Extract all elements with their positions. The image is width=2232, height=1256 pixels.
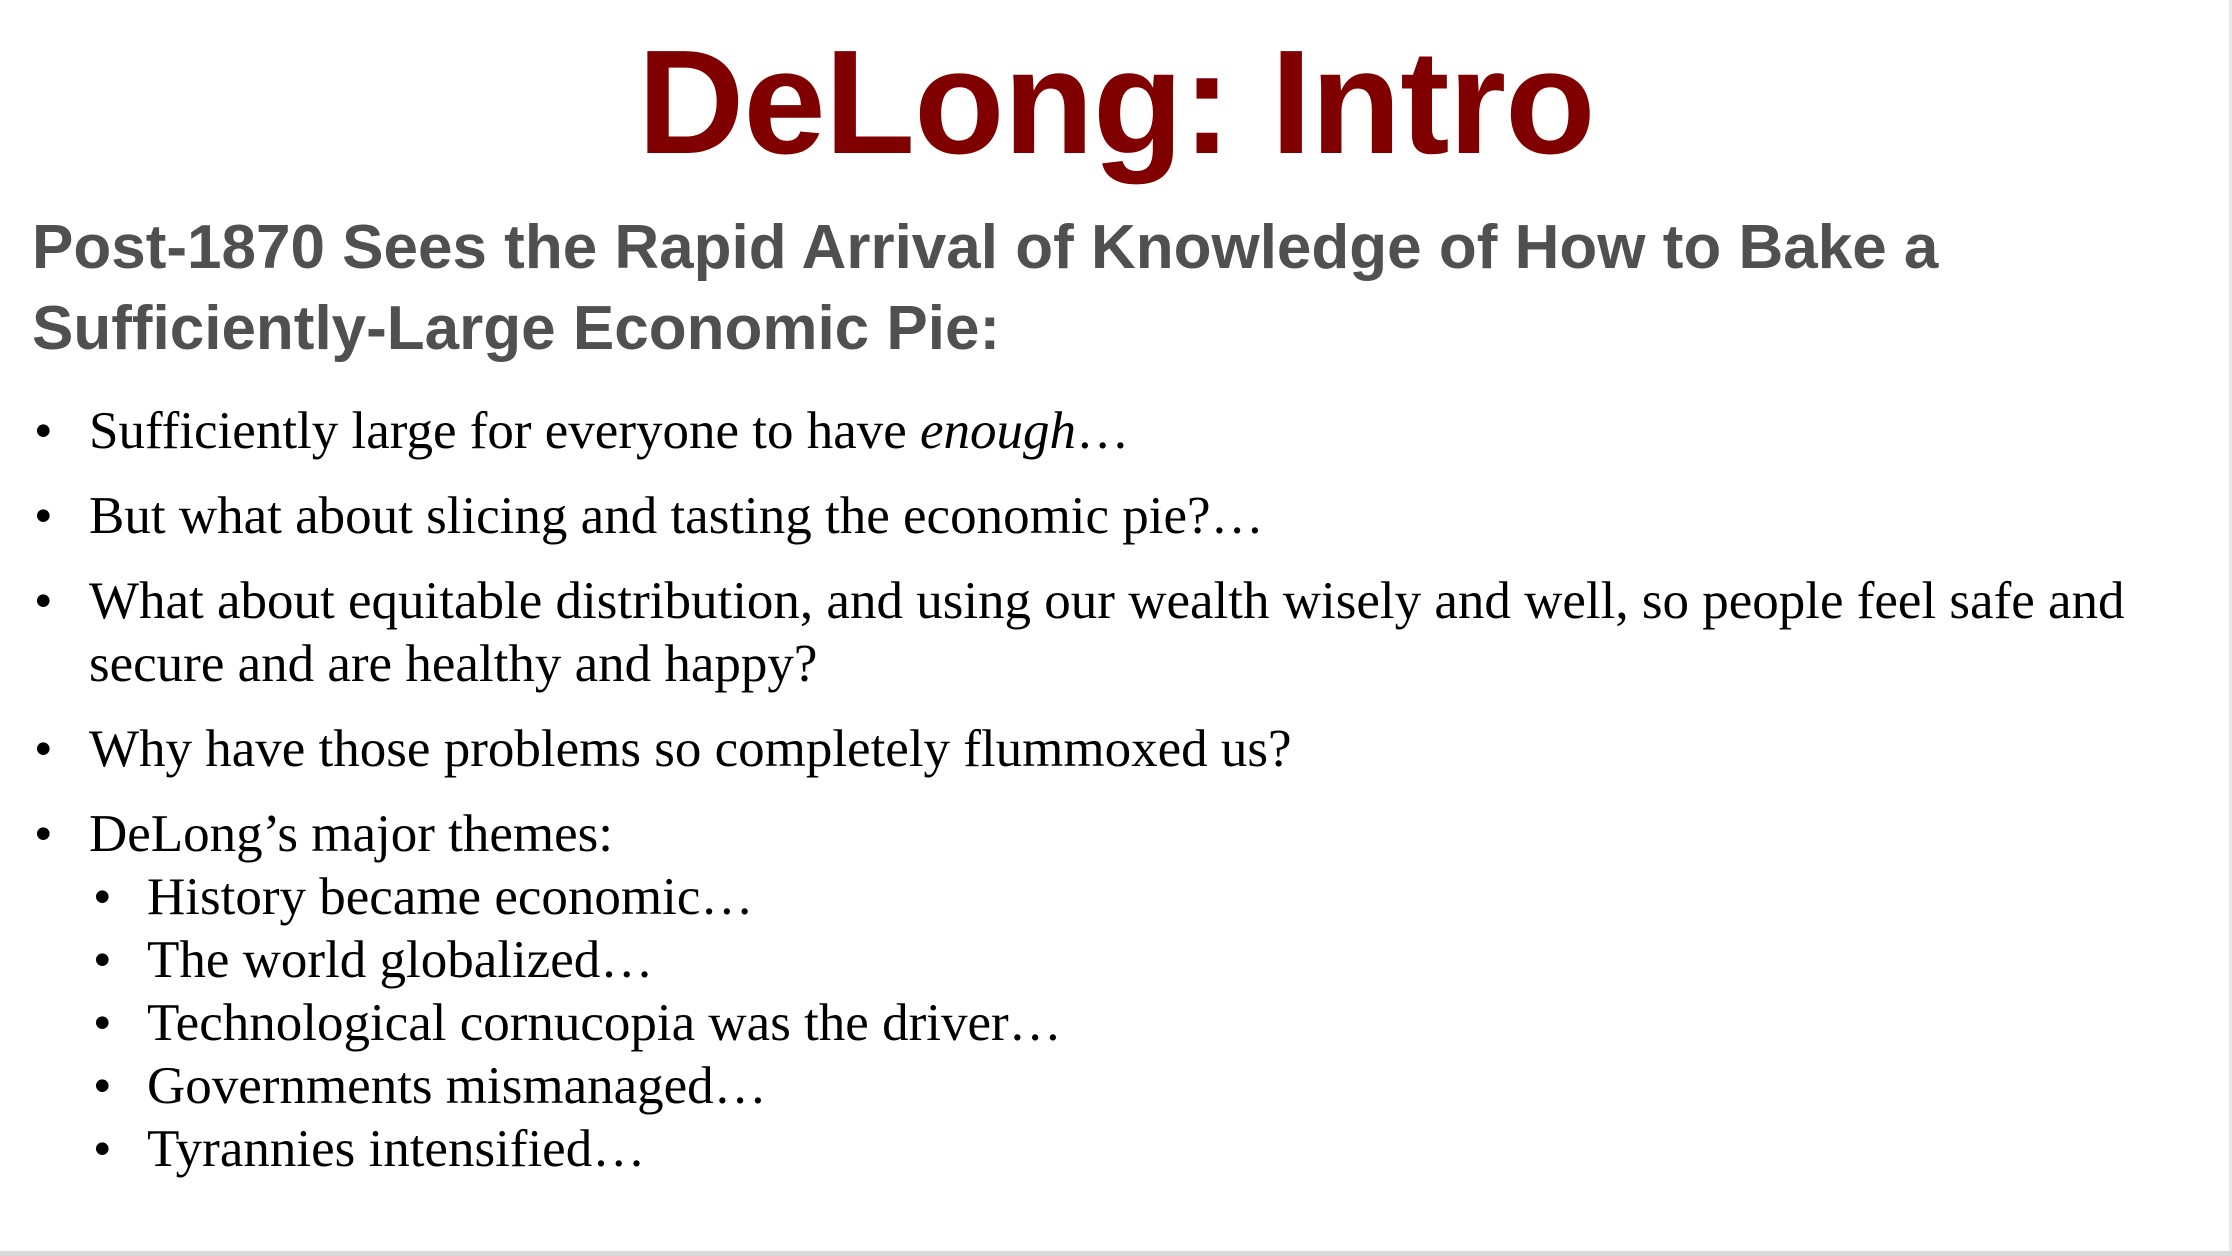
bullet-dot-icon: •	[93, 994, 112, 1052]
sub-bullet-text: History became economic…	[147, 868, 754, 926]
sub-bullet-text: Governments mismanaged…	[147, 1057, 767, 1115]
slide-bottom-border	[0, 1251, 2232, 1256]
bullet-item	[0, 570, 2200, 696]
slide-title: DeLong: Intro	[637, 20, 1595, 185]
sub-bullet-item	[89, 929, 2200, 992]
sub-bullet-item	[89, 866, 2200, 929]
sub-bullet-item	[89, 1055, 2200, 1118]
bullet-dot-icon: •	[93, 1057, 112, 1115]
emphasis-text: enough	[920, 402, 1077, 460]
bullet-item	[0, 485, 2200, 548]
bullet-dot-icon: •	[34, 720, 53, 778]
bullet-dot-icon: •	[34, 572, 53, 630]
bullet-dot-icon: •	[34, 805, 53, 863]
sub-bullet-item	[89, 992, 2200, 1055]
bullet-dot-icon: •	[34, 402, 53, 460]
sub-bullet-text: Tyrannies intensified…	[147, 1120, 646, 1178]
bullet-item	[0, 803, 2200, 1181]
bullet-list	[0, 400, 2200, 1203]
bullet-item	[0, 718, 2200, 781]
bullet-dot-icon: •	[93, 868, 112, 926]
slide-subtitle: Post-1870 Sees the Rapid Arrival of Knowledge of How to Bake a Sufficiently-Large Economic Pie:	[32, 213, 1939, 363]
bullet-text: Sufficiently large for everyone to have enough…	[89, 402, 1130, 460]
bullet-text: Why have those problems so completely flummoxed us?	[89, 720, 1292, 778]
sub-bullet-text: Technological cornucopia was the driver…	[147, 994, 1062, 1052]
bullet-dot-icon: •	[34, 487, 53, 545]
bullet-text: What about equitable distribution, and using our wealth wisely and well, so people feel safe and secure and are healthy and happy?	[89, 572, 2125, 693]
bullet-text: DeLong’s major themes:	[89, 805, 613, 863]
sub-bullet-list	[89, 866, 2200, 1181]
bullet-dot-icon: •	[93, 1120, 112, 1178]
bullet-dot-icon: •	[93, 931, 112, 989]
bullet-item	[0, 400, 2200, 463]
bullet-text: But what about slicing and tasting the economic pie?…	[89, 487, 1264, 545]
sub-bullet-item	[89, 1118, 2200, 1181]
sub-bullet-text: The world globalized…	[147, 931, 654, 989]
